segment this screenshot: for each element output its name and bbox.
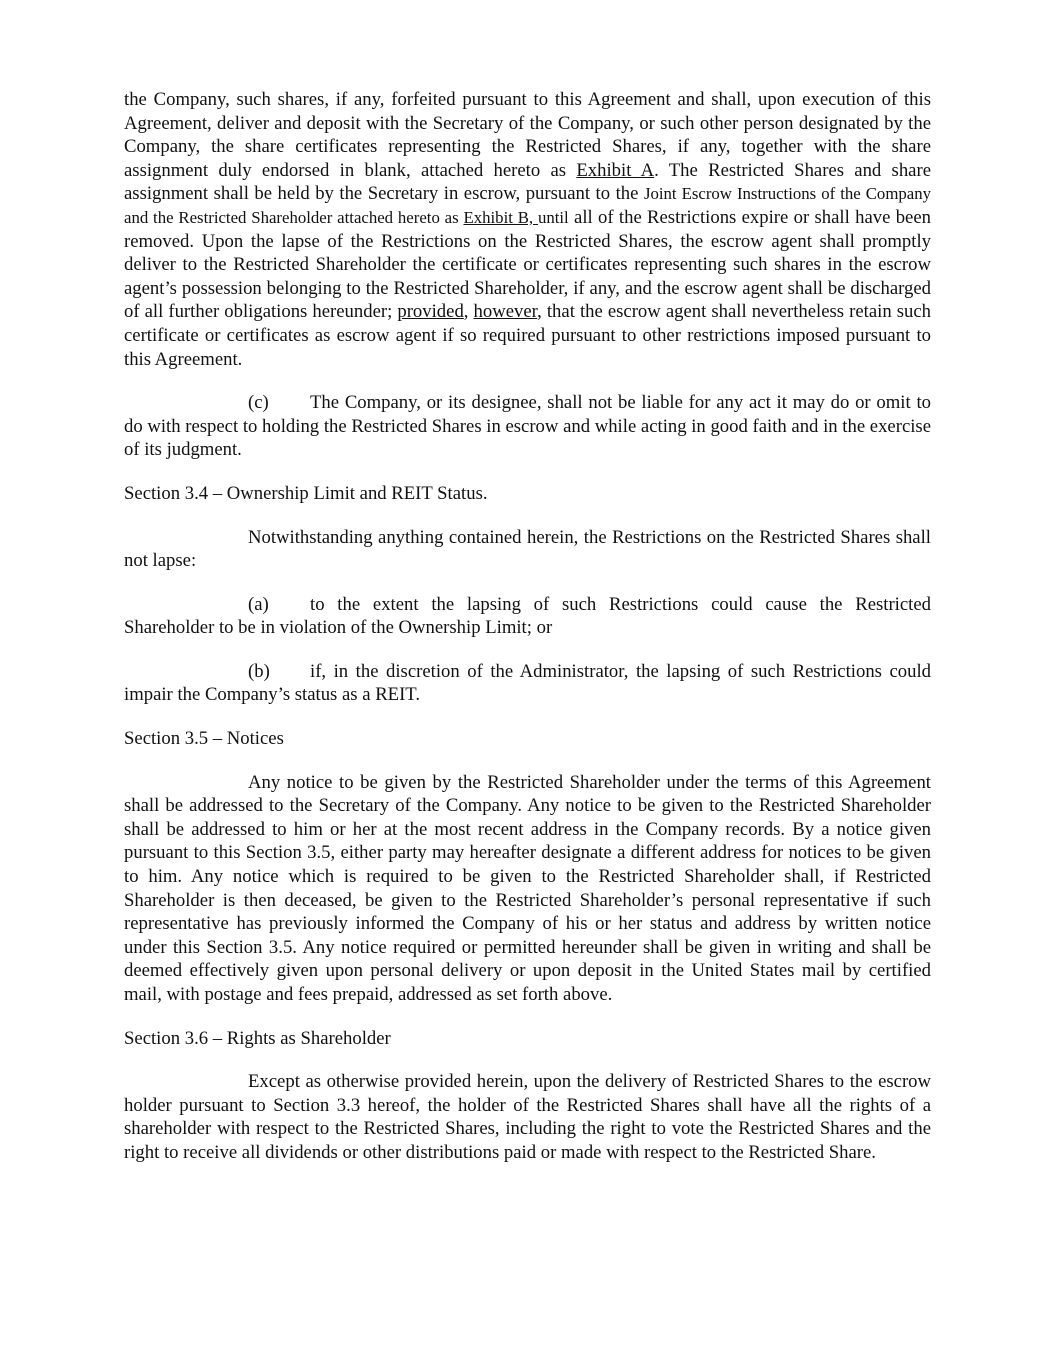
clause-b-paragraph — [124, 660, 931, 707]
clause-c-paragraph — [124, 391, 931, 462]
provided-term: provided — [397, 301, 464, 323]
escrow-text-6: , that the escrow agent shall nevertheless retain such certificate or certificates as escrow agent if so required pursuant to other restrictions imposed pursuant to this Agreement. — [124, 301, 931, 370]
clause-b-label: (b) — [248, 660, 270, 682]
clause-a-paragraph — [124, 593, 931, 640]
clause-a-text: to the extent the lapsing of such Restrictions could cause the Restricted Shareholder to be in violation of the Ownership Limit; or — [124, 593, 931, 639]
section-3-5-heading: Section 3.5 – Notices — [124, 728, 284, 750]
clause-c-label: (c) — [248, 392, 269, 414]
section-3-4-intro: Notwithstanding anything contained herein, the Restrictions on the Restricted Shares shall not lapse: — [124, 526, 931, 572]
section-3-5-text: Any notice to be given by the Restricted Shareholder under the terms of this Agreement shall be addressed to the Secretary of the Company. Any notice to be given to the Restricted Shareholder shall be addressed to him or her at the most recent address in the Company records. By a notice given pursuant to this Section 3.5, either party may hereafter designate a different address for notices to be given to him. Any notice which is required to be given to the Restricted Shareholder shall, if Restricted Shareholder is then deceased, be given to the Restricted Shareholder’s personal representative if such representative has previously informed the Company of his or her status and address by written notice under this Section 3.5. Any notice required or permitted hereunder shall be given in writing and shall be deemed effectively given upon personal delivery or upon deposit in the United States mail by certified mail, with postage and fees prepaid, addressed as set forth above. — [124, 771, 931, 1005]
clause-a-label: (a) — [248, 593, 269, 615]
escrow-paragraph — [124, 88, 931, 371]
escrow-text-3: Joint Escrow Instructions of the Company and the Restricted Shareholder attached hereto as — [124, 184, 932, 227]
exhibit-a-reference: Exhibit A — [576, 159, 655, 181]
clause-c-text: The Company, or its designee, shall not be liable for any act it may do or omit to do with respect to holding the Restricted Shares in escrow and while acting in good faith and in the exercise of its judgment. — [124, 392, 931, 461]
escrow-comma: , — [463, 301, 474, 323]
exhibit-b-reference: Exhibit B, — [463, 207, 538, 227]
escrow-text-5: all of the Restrictions expire or shall have been removed. Upon the lapse of the Restrictions on the Restricted Shares, the escrow agent shall promptly deliver to the Restricted Shareholder the certificate or certificates representing such shares in the escrow agent’s possession belonging to the Restricted Shareholder, if any, and the escrow agent shall be discharged of all further obligations hereunder; — [124, 206, 931, 323]
escrow-text-2: . The Restricted Shares and share assignment shall be held by the Secretary in escrow, pursuant to the — [124, 159, 931, 205]
section-3-4-heading: Section 3.4 – Ownership Limit and REIT Status. — [124, 482, 488, 504]
escrow-text-4: until — [537, 207, 569, 227]
however-term: however — [473, 301, 538, 323]
section-3-6-text: Except as otherwise provided herein, upon the delivery of Restricted Shares to the escrow holder pursuant to Section 3.3 hereof, the holder of the Restricted Shares shall have all the rights of a shareholder with respect to the Restricted Shares, including the right to vote the Restricted Shares and the right to receive all dividends or other distributions paid or made with respect to the Restricted Share. — [124, 1071, 931, 1163]
section-3-6-heading: Section 3.6 – Rights as Shareholder — [124, 1027, 391, 1049]
escrow-text-1: the Company, such shares, if any, forfeited pursuant to this Agreement and shall, upon execution of this Agreement, deliver and deposit with the Secretary of the Company, or such other person designated by the Company, the share certificates representing the Restricted Shares, if any, together with the share assignment duly endorsed in blank, attached hereto as — [124, 89, 931, 181]
document-page — [124, 88, 931, 1185]
clause-b-text: if, in the discretion of the Administrator, the lapsing of such Restrictions could impair the Company’s status as a REIT. — [124, 660, 931, 706]
